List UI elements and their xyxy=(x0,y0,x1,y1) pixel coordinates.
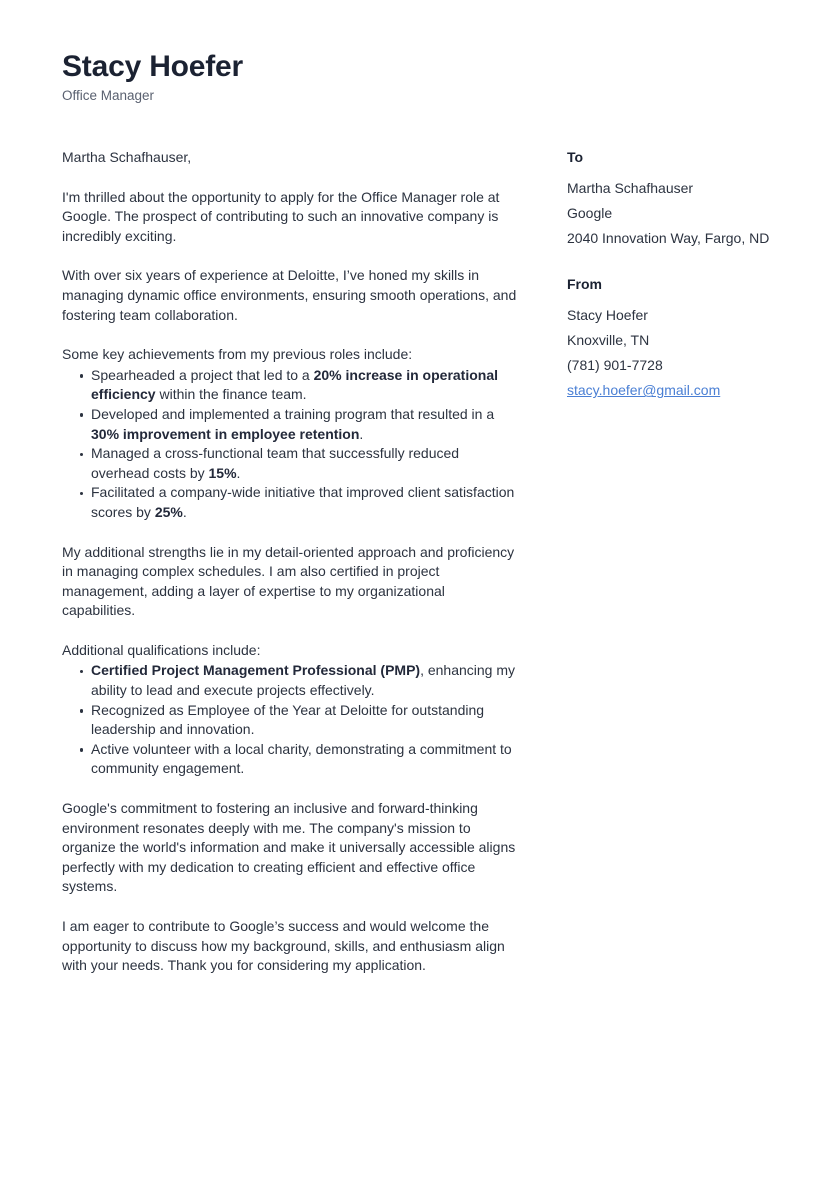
recipient-name: Martha Schafhauser xyxy=(567,180,694,197)
list-item xyxy=(62,483,521,522)
recipient-address: 2040 Innovation Way, Fargo, ND xyxy=(567,230,770,247)
to-block xyxy=(567,148,787,251)
bullet-text-before: Managed a cross-functional team that successfully reduced overhead costs by xyxy=(91,445,460,481)
bullet-text-after: . xyxy=(182,503,187,520)
list-item xyxy=(62,701,521,740)
bullet-text-bold: 15% xyxy=(208,464,237,481)
paragraph-1: I'm thrilled about the opportunity to apply for the Office Manager role at Google. The prospect of contributing to such an innovative company is incredibly exciting. xyxy=(62,188,500,244)
sender-location: Knoxville, TN xyxy=(567,332,650,349)
letter-header xyxy=(62,50,662,104)
list-item xyxy=(62,444,521,483)
bullet-text-before: Active volunteer with a local charity, demonstrating a commitment to community engagement. xyxy=(91,740,512,777)
recipient-company: Google xyxy=(567,205,613,222)
contact-sidebar xyxy=(567,148,787,403)
bullet-text-after: , enhancing my ability to lead and execute projects effectively. xyxy=(91,662,516,699)
achievements-lead-in: Some key achievements from my previous roles include: xyxy=(62,346,413,363)
list-item xyxy=(62,366,521,405)
qualifications-lead-in: Additional qualifications include: xyxy=(62,641,261,658)
page-title: Stacy Hoefer xyxy=(62,50,244,83)
bullet-text-bold: Certified Project Management Professional (PMP) xyxy=(91,662,421,679)
bullet-text-after: within the finance team. xyxy=(155,386,307,403)
bullet-text-before: Developed and implemented a training program that resulted in a xyxy=(91,405,495,422)
sender-email-link[interactable]: stacy.hoefer@gmail.com xyxy=(567,382,721,399)
job-title: Office Manager xyxy=(62,87,155,103)
letter-body xyxy=(62,148,521,996)
list-item xyxy=(62,740,521,779)
paragraph-3: My additional strengths lie in my detail-oriented approach and proficiency in managing complex schedules. I am also certified in project management, adding a layer of expertise to my organizational capabilities. xyxy=(62,543,515,619)
sender-name: Stacy Hoefer xyxy=(567,307,648,324)
bullet-text-before: Facilitated a company-wide initiative that improved client satisfaction scores by xyxy=(91,484,515,520)
list-item xyxy=(62,405,521,444)
paragraph-5: I am eager to contribute to Google’s success and would welcome the opportunity to discuss how my background, skills, and enthusiasm align with your needs. Thank you for considering my application. xyxy=(62,918,505,974)
bullet-text-before: Spearheaded a project that led to a xyxy=(91,366,314,383)
list-item xyxy=(62,661,521,700)
achievements-list xyxy=(62,366,521,523)
sender-phone: (781) 901-7728 xyxy=(567,357,663,374)
bullet-text-bold: 20% increase in operational efficiency xyxy=(91,366,499,403)
bullet-text-after: . xyxy=(359,425,364,442)
qualifications-list xyxy=(62,661,521,779)
from-heading: From xyxy=(567,276,602,293)
bullet-text-bold: 25% xyxy=(154,503,183,520)
paragraph-4: Google's commitment to fostering an inclusive and forward-thinking environment resonates deeply with me. The company's mission to organize the world's information and make it universally accessible aligns perfectly with my dedication to creating efficient and effective office systems. xyxy=(62,800,516,895)
salutation: Martha Schafhauser, xyxy=(62,149,192,165)
to-heading: To xyxy=(567,149,584,165)
bullet-text-after: . xyxy=(236,464,241,481)
paragraph-2: With over six years of experience at Deloitte, I’ve honed my skills in managing dynamic office environments, ensuring smooth operations, and fostering team collaboration. xyxy=(62,267,517,323)
bullet-text-before: Recognized as Employee of the Year at Deloitte for outstanding leadership and innovation. xyxy=(91,701,485,738)
from-block xyxy=(567,275,787,403)
bullet-text-bold: 30% improvement in employee retention xyxy=(91,425,360,442)
